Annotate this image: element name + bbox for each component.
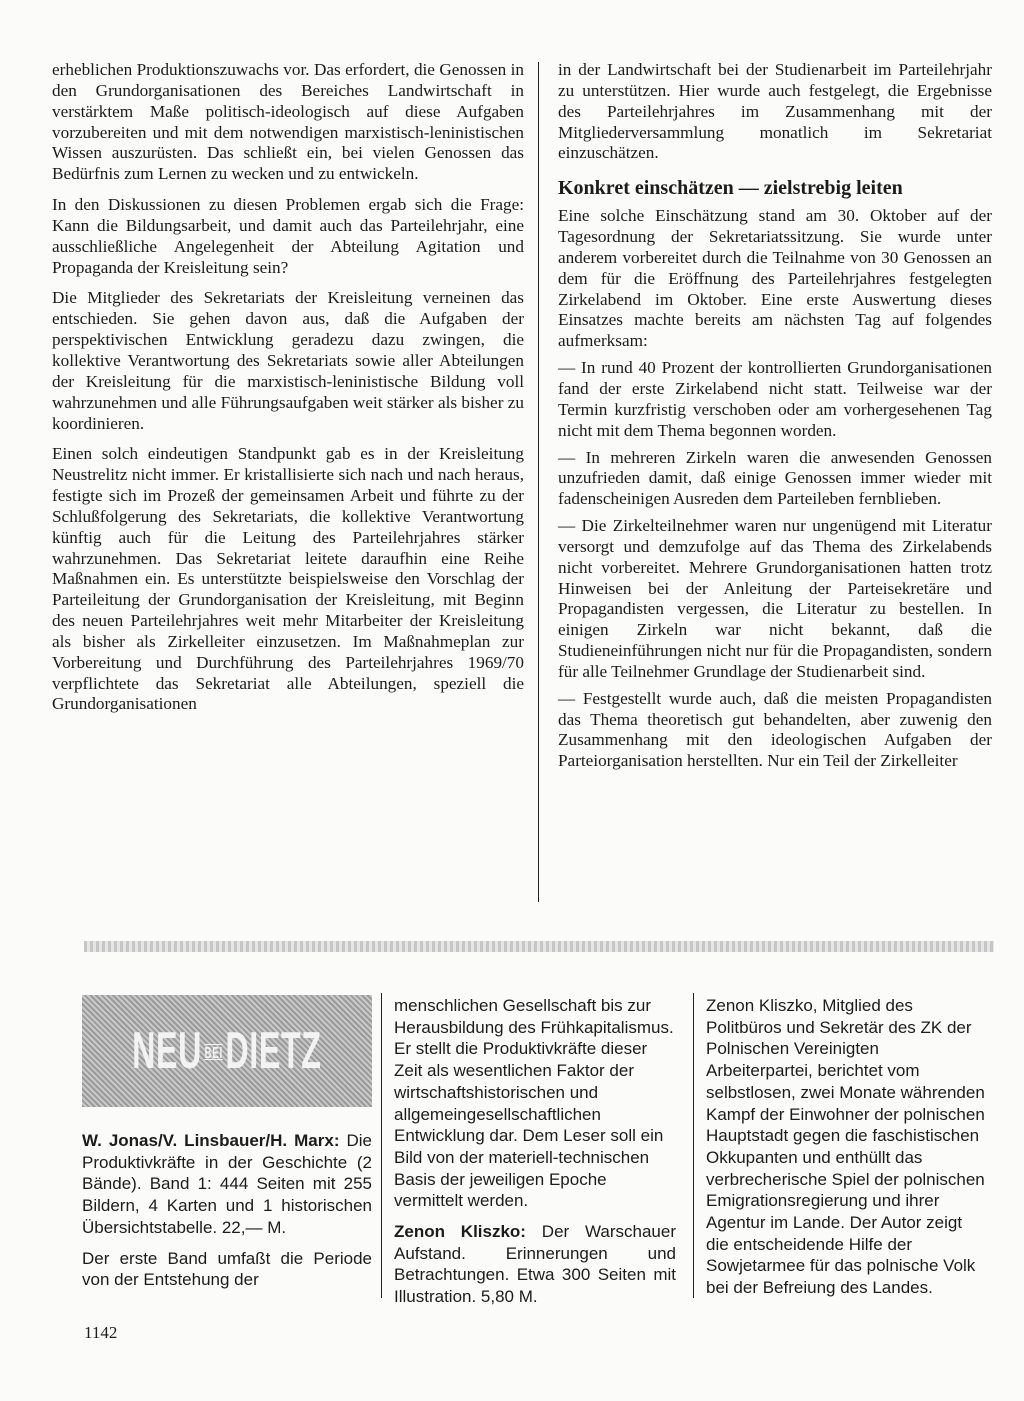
logo-text: [132, 1021, 322, 1081]
paragraph: Einen solch eindeutigen Standpunkt gab es in der Kreisleitung Neustrelitz nicht immer. Er kristallisierte sich nach und nach heraus, festigte sich im Prozeß der gemeinsamen Arbeit und führte zu der Schlußfolgerung des Sekretariats, die kollektive Verantwortung künftig auch für die Leitung des Parteilehrjahres stärker wahrzunehmen. Das Sekretariat leitete daraufhin eine Reihe Maßnahmen ein. Es unterstützte beispielsweise den Vorschlag der Parteileitung der Grundorganisation der Kreisleitung, mit Beginn des neuen Parteilehrjahres weit mehr Mitarbeiter der Kreisleitung als bisher als Zirkelleiter einzusetzen. Im Maßnahmeplan zur Vorbereitung und Durchführung des Parteilehrjahres 1969/70 verpflichtete das Sekretariat alle Abteilungen, speziell die Grundorganisationen: [52, 444, 524, 714]
book-details: Die Produktivkräfte in der Geschichte (2 Bände). Band 1: 444 Seiten mit 255 Bildern, 4 Karten und 1 historischen Übersichtstabelle. 22,— M.: [82, 1131, 373, 1237]
book-description: Der erste Band umfaßt die Periode von der Entstehung der: [82, 1248, 372, 1290]
page-number: 1142: [84, 1323, 118, 1342]
book-author: Zenon Kliszko:: [394, 1222, 526, 1242]
left-article-column: [52, 60, 524, 725]
logo-word-neu: NEU: [132, 1022, 203, 1080]
column-divider: [693, 993, 694, 1298]
book-entry: [82, 1130, 372, 1239]
book-description: menschlichen Gesellschaft bis zur Herausbildung des Frühkapitalismus. Er stellt die Produktivkräfte dieser Zeit als wesentlichen Faktor der wirtschaftshistorischen und allgemeingesellschaftlichen Entwicklung dar. Dem Leser soll ein Bild von der materiell-technischen Basis der jeweiligen Epoche vermittelt werden.: [394, 996, 674, 1211]
book-description: Zenon Kliszko, Mitglied des Politbüros und Sekretär des ZK der Polnischen Vereinigten Arbeiterpartei, berichtet vom selbstlosen, zwei Monate währenden Kampf der Einwohner der polnischen Hauptstadt gegen die faschistischen Okkupanten und enthüllt das verbrecherische Spiel der polnischen Emigrationsregierung und ihrer Agentur im Lande. Der Autor zeigt die entscheidende Hilfe der Sowjetarmee für das polnische Volk bei der Befreiung des Landes.: [706, 996, 985, 1298]
book-notice-column-2: [394, 995, 676, 1317]
logo-word-dietz: DIETZ: [225, 1022, 322, 1080]
list-item: — Festgestellt wurde auch, daß die meisten Propagandisten das Thema theoretisch gut behandelten, aber zuwenig den Zusammenhang mit den ideologischen Aufgaben der Parteiorganisation herstellten. Nur ein Teil der Zirkelleiter: [558, 688, 992, 771]
list-item: — In rund 40 Prozent der kontrollierten Grundorganisationen fand der erste Zirkelabend nicht statt. Teilweise war der Termin kurzfristig verschoben oder am vorhergesehenen Tag nicht mit dem Thema begonnen worden.: [558, 358, 992, 440]
paragraph: In den Diskussionen zu diesen Problemen ergab sich die Frage: Kann die Bildungsarbeit, und damit auch das Parteilehrjahr, eine ausschließliche Angelegenheit der Abteilung Agitation und Propaganda der Kreisleitung sein?: [52, 195, 524, 277]
paragraph: Eine solche Einschätzung stand am 30. Oktober auf der Tagesordnung der Sekretariatssitzung. Sie wurde unter anderem vorbereitet durch die Teilnahme von 30 Genossen an dem für die Eröffnung des Parteilehrjahres festgelegten Zirkelabend im Oktober. Eine erste Auswertung dieses Einsatzes machte bereits am nächsten Tag auf folgendes aufmerksam:: [558, 206, 992, 351]
logo-word-bei: BEI: [204, 1045, 224, 1063]
paragraph: in der Landwirtschaft bei der Studienarbeit im Parteilehrjahr zu unterstützen. Hier wurde auch festgelegt, die Ergebnisse des Parteilehrjahres im Zusammenhang mit der Mitgliederversammlung monatlich im Sekretariat einzuschätzen.: [558, 60, 992, 163]
section-divider: [84, 941, 994, 952]
book-authors: W. Jonas/V. Linsbauer/H. Marx:: [82, 1131, 340, 1150]
right-article-column: [558, 60, 992, 782]
book-entry: [394, 1221, 676, 1308]
list-item: — In mehreren Zirkeln waren die anwesenden Genossen unzufrieden damit, daß einige Genossen immer wieder mit fadenscheinigen Ausreden dem Parteileben fernblieben.: [558, 447, 992, 509]
column-divider: [381, 993, 382, 1298]
book-notice-column-3: [706, 995, 988, 1308]
neu-bei-dietz-logo: [82, 995, 372, 1107]
list-item: — Die Zirkelteilnehmer waren nur ungenügend mit Literatur versorgt und demzufolge auf das Thema des Zirkelabends nicht vorbereitet. Mehrere Grundorganisationen hatten trotz Hinweisen bei der Anleitung der Parteisekretäre und Propagandisten vergessen, die Literatur zu bestellen. In einigen Zirkeln war nicht bekannt, daß die Studieneinführungen nicht nur für die Propagandisten, sondern für alle Teilnehmer Grundlage der Studienarbeit sind.: [558, 516, 992, 681]
paragraph: erheblichen Produktionszuwachs vor. Das erfordert, die Genossen in den Grundorganisationen des Bereiches Landwirtschaft in verstärktem Maße politisch-ideologisch auf diese Aufgaben vorzubereiten und mit dem notwendigen marxistisch-leninistischen Wissen auszurüsten. Das schließt ein, bei vielen Genossen das Bedürfnis zum Lernen zu wecken und zu entwickeln.: [52, 60, 524, 184]
book-details: Der Warschauer Aufstand. Erinnerungen und Betrachtungen. Etwa 300 Seiten mit Illustration. 5,80 M.: [394, 1222, 676, 1307]
book-notice-column-1: [82, 1130, 372, 1300]
column-divider: [538, 62, 539, 902]
paragraph: Die Mitglieder des Sekretariats der Kreisleitung verneinen das entschieden. Sie gehen davon aus, daß die Aufgaben der perspektivischen Entwicklung geradezu dazu zwingen, die kollektive Verantwortung des Sekretariats sowie aller Abteilungen der Kreisleitung für die marxistisch-leninistische Bildung voll wahrzunehmen und alle Führungsaufgaben weit stärker als bisher zu koordinieren.: [52, 288, 524, 433]
section-heading: Konkret einschätzen — zielstrebig leiten: [558, 177, 903, 200]
